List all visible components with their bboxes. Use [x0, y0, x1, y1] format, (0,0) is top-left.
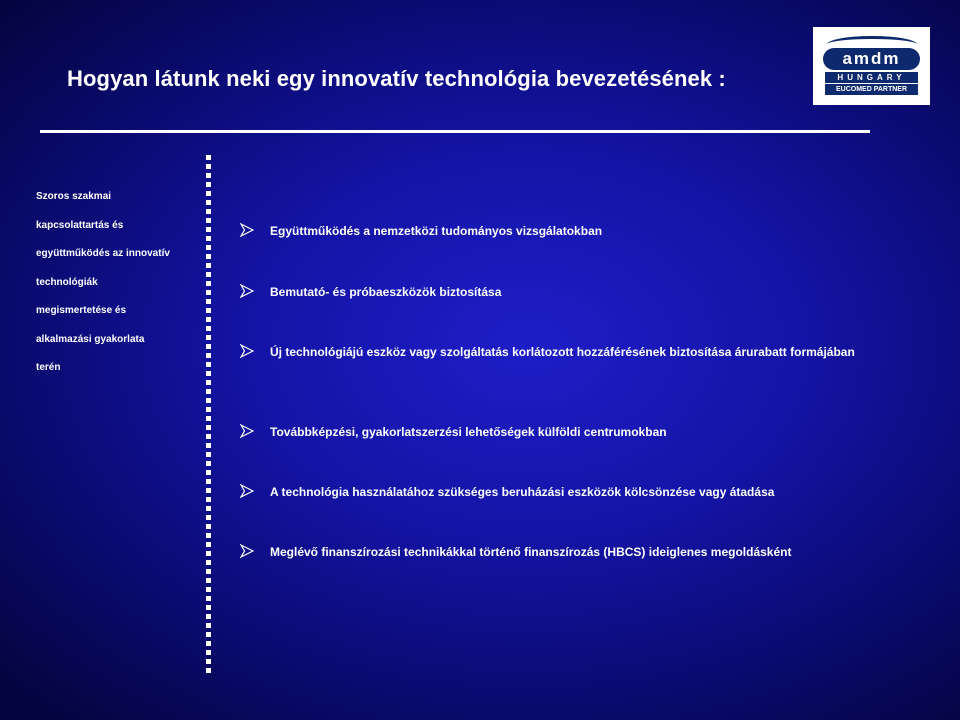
left-column-line: kapcsolattartás és: [36, 219, 124, 231]
slide-title: Hogyan látunk neki egy innovatív technológia bevezetésének :: [67, 66, 726, 91]
bullet-text: Meglévő finanszírozási technikákkal történő finanszírozás (HBCS) ideiglenes megoldásként: [270, 545, 792, 559]
left-column-line: megismertetése és: [36, 305, 127, 316]
arrow-bullet-icon: [240, 544, 254, 558]
bullet-text: Együttműködés a nemzetközi tudományos vizsgálatokban: [270, 224, 603, 238]
left-column-line: technológiák: [36, 276, 98, 288]
bullet-item: [240, 423, 900, 442]
title-underline: [40, 130, 870, 133]
amdm-logo: [813, 27, 930, 105]
bullet-text: Bemutató- és próbaeszközök biztosítása: [270, 285, 502, 299]
bullet-text: A technológia használatához szükséges beruházási eszközök kölcsönzése vagy átadása: [270, 485, 775, 499]
bullet-item: [240, 543, 900, 562]
bullet-item: [240, 222, 900, 241]
bullet-item: [240, 343, 900, 362]
logo-partner: EUCOMED PARTNER: [825, 84, 918, 95]
left-column-line: Szoros szakmai: [36, 191, 112, 202]
dotted-divider: [206, 155, 211, 677]
bullet-item: [240, 483, 900, 502]
left-column-line: terén: [36, 362, 61, 373]
arrow-bullet-icon: [240, 484, 254, 498]
arrow-bullet-icon: [240, 284, 254, 298]
bullet-item: [240, 283, 900, 302]
arrow-bullet-icon: [240, 424, 254, 438]
logo-country: HUNGARY: [825, 72, 918, 83]
arrow-bullet-icon: [240, 223, 254, 237]
left-column-line: alkalmazási gyakorlata: [36, 333, 145, 345]
bullet-text: Új technológiájú eszköz vagy szolgáltatás korlátozott hozzáférésének biztosítása árurabatt formájában: [270, 345, 855, 359]
left-column: [36, 188, 201, 388]
left-column-line: együttműködés az innovatív: [36, 248, 170, 259]
logo-word: amdm: [823, 48, 920, 70]
bullet-text: Továbbképzési, gyakorlatszerzési lehetőségek külföldi centrumokban: [270, 425, 667, 439]
arrow-bullet-icon: [240, 344, 254, 358]
logo-inner: [821, 34, 922, 99]
